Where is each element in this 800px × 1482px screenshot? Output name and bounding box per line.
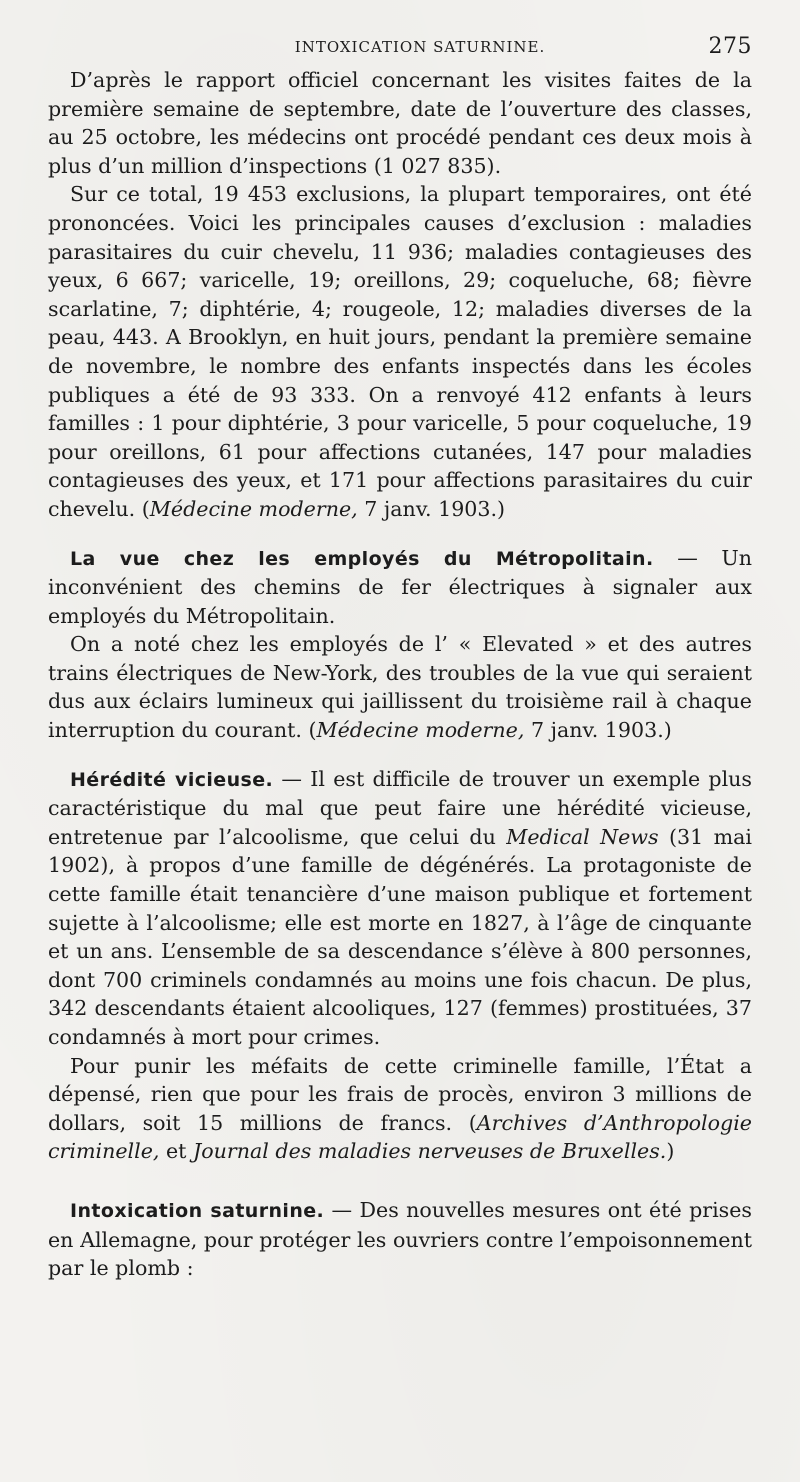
body-text xyxy=(48,66,752,1283)
source-citation: Médecine moderne, xyxy=(149,496,358,521)
paragraph-metropolitain: La vue chez les employés du Métropolitain. — Un inconvénient des chemins de fer électriques à signaler aux employés du Métropolitain. xyxy=(48,545,752,628)
paragraph-cost: Pour punir les méfaits de cette criminelle famille, l’État a dépensé, rien que pour les frais de procès, environ 3 millions de dollars, soit 15 millions de francs. (Archives d’Anthropologie criminelle, et Journal des maladies nerveuses de Bruxelles.) xyxy=(48,1053,752,1164)
running-head xyxy=(48,30,752,66)
paragraph-exclusions: Sur ce total, 19 453 exclusions, la plupart temporaires, ont été prononcées. Voici les principales causes d’exclusion : maladies parasitaires du cuir chevelu, 11 936; maladies contagieuses des yeux, 6 667; varicelle, 19; oreillons, 29; coqueluche, 68; fièvre scarlatine, 7; diphtérie, 4; rougeole, 12; maladies diverses de la peau, 443. A Brooklyn, en huit jours, pendant la première semaine de novembre, le nombre des enfants inspectés dans les écoles publiques a été de 93 333. On a renvoyé 412 enfants à leurs familles : 1 pour diphtérie, 3 pour varicelle, 5 pour coqueluche, 19 pour oreillons, 61 pour affections cutanées, 147 pour maladies contagieuses des yeux, et 171 pour affections parasitaires du cuir chevelu. (Médecine moderne, 7 janv. 1903.) xyxy=(48,182,752,521)
section-heading: Hérédité vicieuse. xyxy=(70,768,274,791)
paragraph-elevated: On a noté chez les employés de l’ « Elevated » et des autres trains électriques de New-York, des troubles de la vue qui seraient dus aux éclairs lumineux qui jaillissent du troisième rail à chaque interruption du courant. (Médecine moderne, 7 janv. 1903.) xyxy=(48,632,752,743)
section-heading: Intoxication saturnine. xyxy=(70,1199,325,1222)
paragraph-saturnine: Intoxication saturnine. — Des nouvelles mesures ont été prises en Allemagne, pour protéger les ouvriers contre l’empoisonnement par le plomb : xyxy=(48,1197,753,1281)
paragraph-heredite: Hérédité vicieuse. — Il est difficile de trouver un exemple plus caractéristique du mal que peut faire une hérédité vicieuse, entretenue par l’alcoolisme, que celui du Medical News (31 mai 1902), à propos d’une famille de dégénérés. La protagoniste de cette famille était tenancière d’une maison publique et fortement sujette à l’alcoolisme; elle est morte en 1827, à l’âge de cinquante et un ans. L’ensemble de sa descendance s’élève à 800 personnes, dont 700 criminels condamnés au moins une fois chacun. De plus, 342 descendants étaient alcooliques, 127 (femmes) prostituées, 37 condamnés à mort pour crimes. xyxy=(48,766,752,1049)
source-citation: Medical News xyxy=(506,824,659,849)
page-number: 275 xyxy=(708,34,752,59)
source-citation: Journal des maladies nerveuses de Bruxelles. xyxy=(193,1139,667,1164)
paragraph-visits: D’après le rapport officiel concernant les visites faites de la première semaine de septembre, date de l’ouverture des classes, au 25 octobre, les médecins ont procédé pendant ces deux mois à plus d’un million d’inspections (1 027 835). xyxy=(48,68,752,178)
source-citation: Archives d’Anthropologie criminelle, xyxy=(48,1110,752,1164)
running-title: INTOXICATION SATURNINE. xyxy=(294,38,546,56)
source-citation: Médecine moderne, xyxy=(316,718,525,743)
section-heading: La vue chez les employés du Métropolitain. xyxy=(70,547,654,570)
